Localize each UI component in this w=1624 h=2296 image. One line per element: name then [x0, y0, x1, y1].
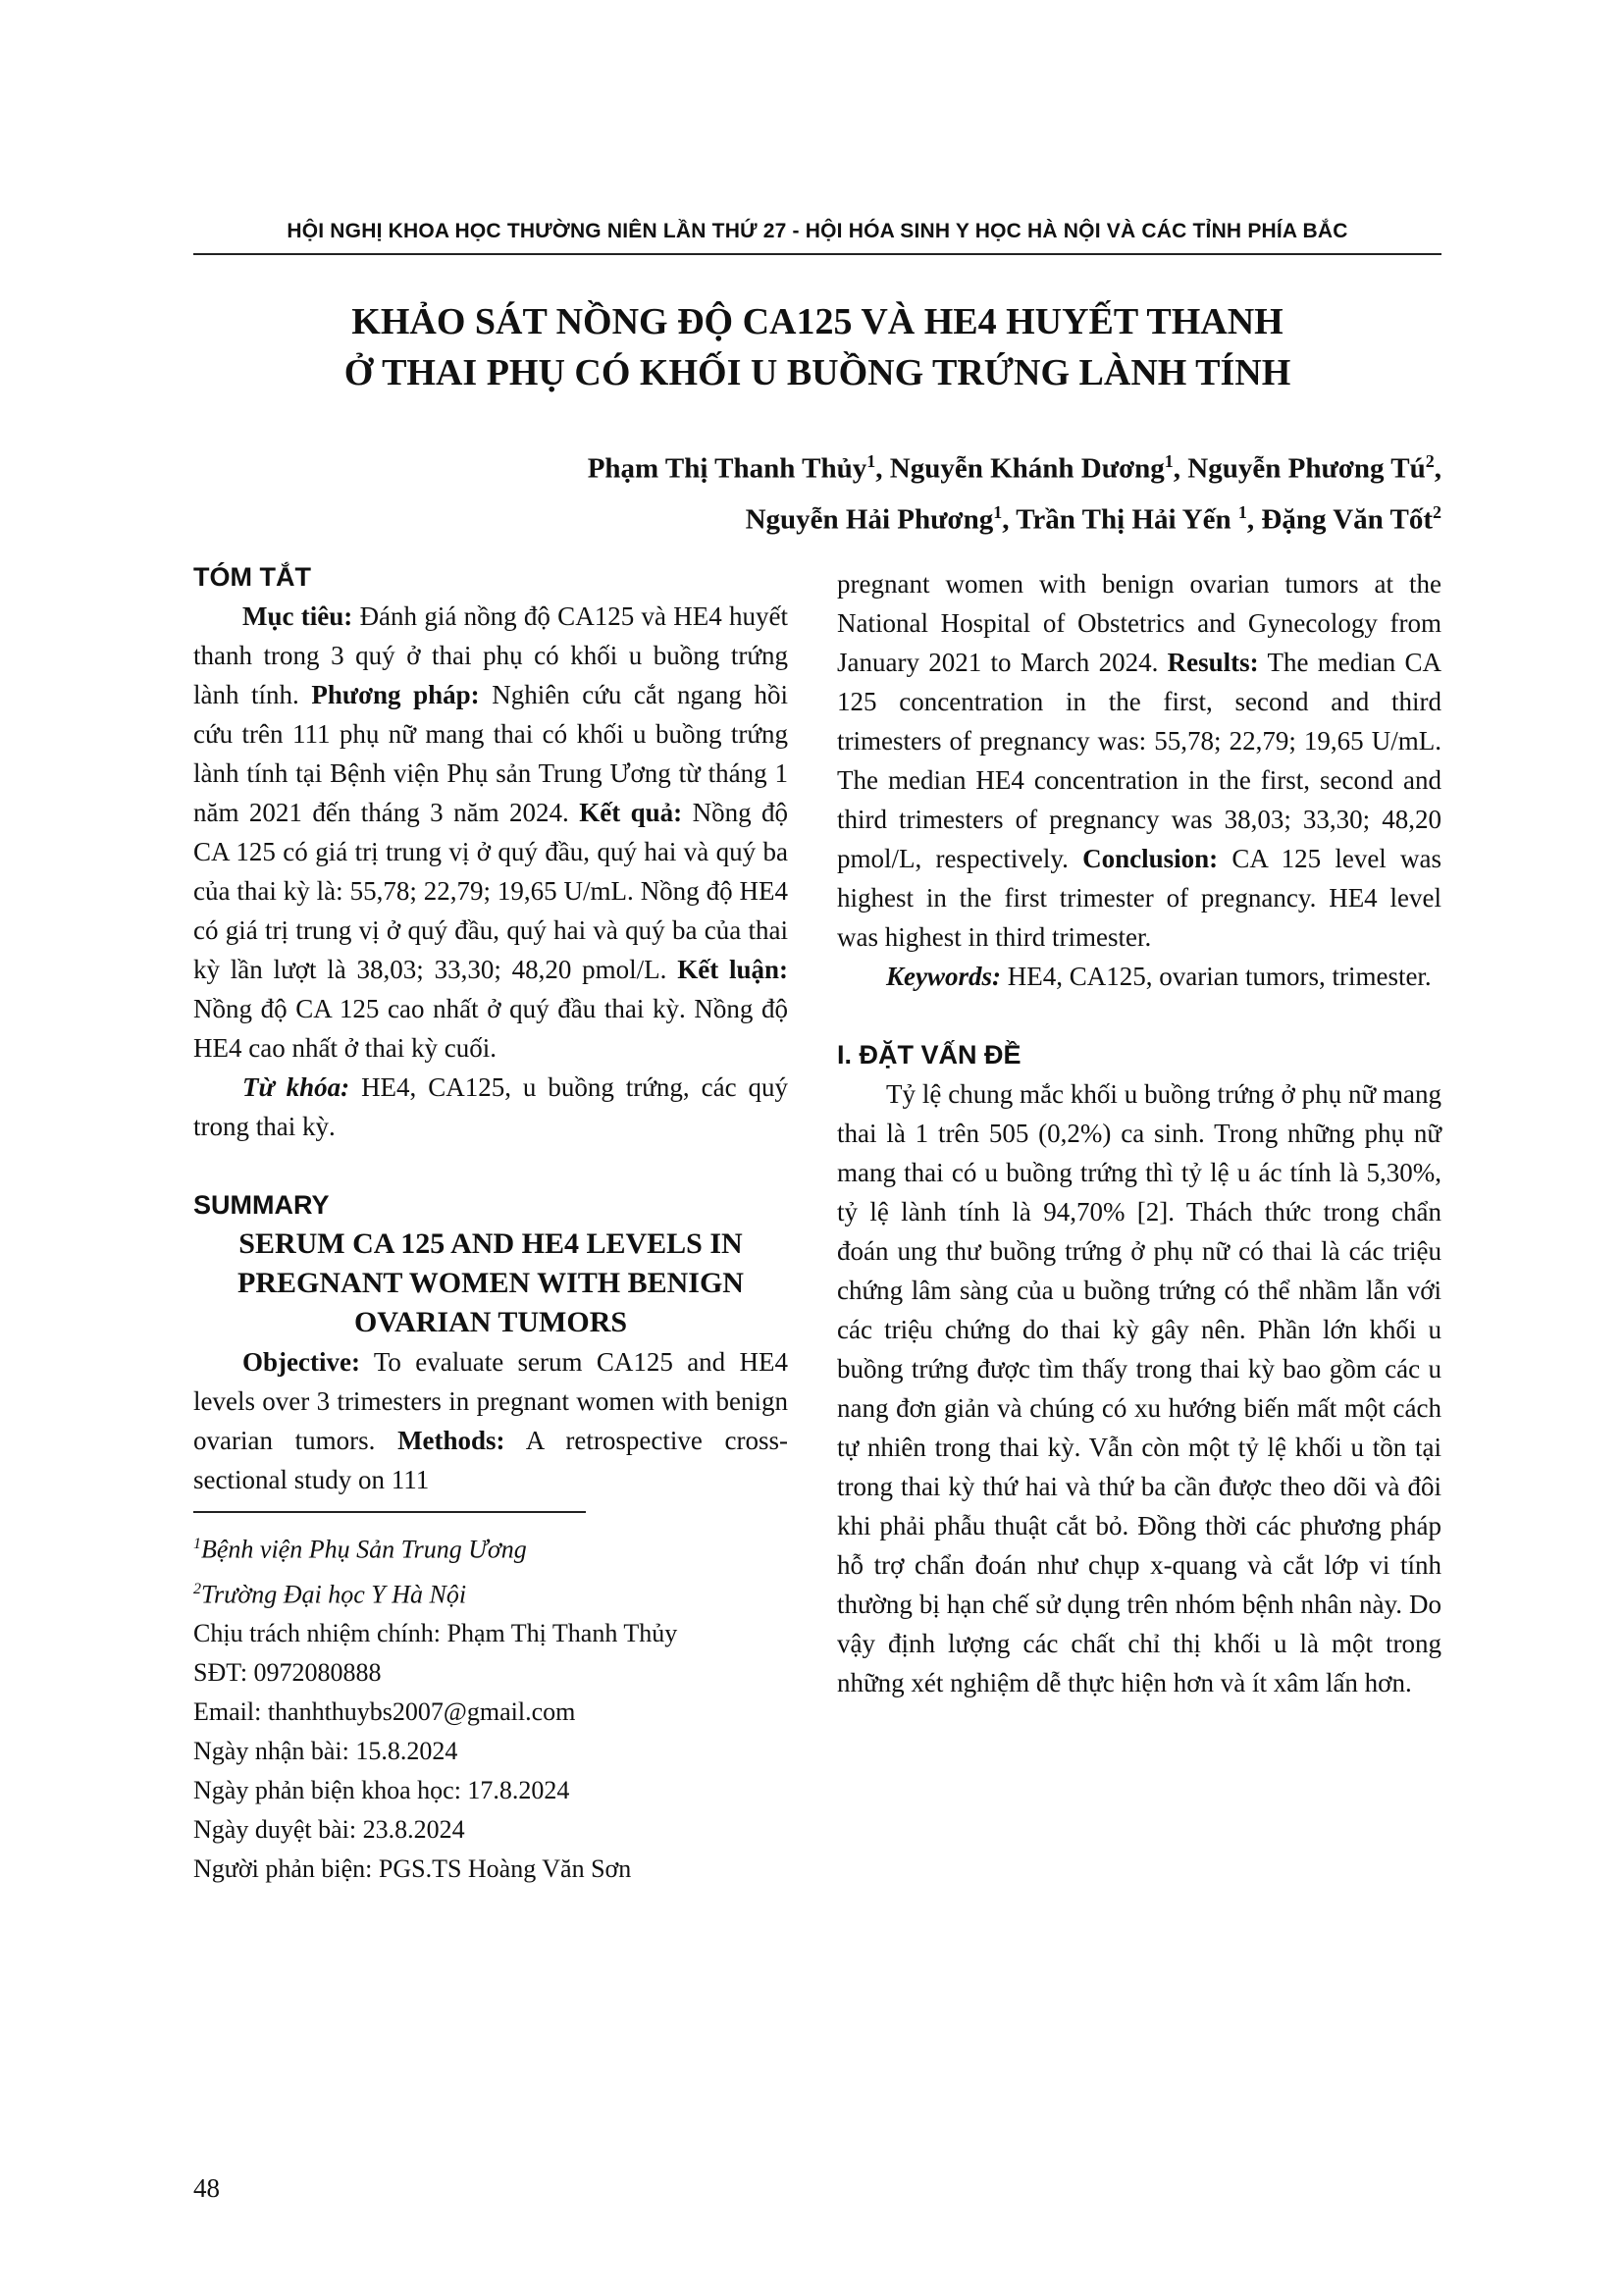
affiliation-1-mark: 1 — [193, 1536, 201, 1552]
affiliation-2 — [193, 1570, 788, 1615]
running-header: HỘI NGHỊ KHOA HỌC THƯỜNG NIÊN LẦN THỨ 27 - HỘI HÓA SINH Y HỌC HÀ NỘI VÀ CÁC TỈNH PHÍA BẮC — [287, 220, 1348, 242]
abstract-en-body-cont — [837, 564, 1441, 957]
section-1-heading: I. ĐẶT VẤN ĐỀ — [837, 1040, 1022, 1070]
author-line-1: Phạm Thị Thanh Thủy$^1$, Nguyễn Khánh Dương$^1$, Nguyễn Phương $Tú^2$, — [587, 451, 1441, 485]
conclusion-label-vi: Kết luận: — [677, 955, 788, 984]
author-name: Nguyễn Hải Phương — [745, 503, 994, 536]
keywords-en — [837, 957, 1441, 996]
footnote-rule — [193, 1511, 586, 1513]
methods-label-en: Methods: — [397, 1426, 505, 1455]
abstract-en-body-start — [193, 1342, 788, 1499]
author-affiliation-mark: 1 — [1164, 451, 1174, 471]
abstract-vi-heading: TÓM TẮT — [193, 562, 311, 592]
section-1-paragraph: Tỷ lệ chung mắc khối u buồng trứng ở phụ nữ mang thai là 1 trên 505 (0,2%) ca sinh. Trong những phụ nữ mang thai có u buồng trứng thì tỷ lệ u ác tính là 5,30%, tỷ lệ lành tính là 94,70% [2]. Thách thức trong chẩn đoán ung thư buồng trứng ở phụ nữ có thai là các triệu chứng lâm sàng của u buồng trứng có thể nhầm lẫn với các triệu chứng do thai kỳ gây nên. Phần lớn khối u buồng trứng được tìm thấy trong thai kỳ bao gồm các u nang đơn giản và chúng có xu hướng biến mất một cách tự nhiên trong thai kỳ. Vẫn còn một tỷ lệ khối u tồn tại trong thai kỳ thứ hai và thứ ba cần được theo dõi và đôi khi phải phẫu thuật cắt bỏ. Đồng thời các phương pháp hỗ trợ chẩn đoán như chụp x-quang và cắt lớp vi tính thường bị hạn chế sử dụng trên nhóm bệnh nhân này. Do vậy định lượng các chất chỉ thị khối u là một trong những xét nghiệm dễ thực hiện hơn và ít xâm lấn hơn. — [837, 1079, 1441, 1697]
abstract-vi-body — [193, 597, 788, 1068]
methods-text-en-cont: pregnant women with benign ovarian tumors at the National Hospital of Obstetrics and Gynecology from January 2021 to March 2024. — [837, 569, 1441, 677]
author-name: Nguyễn Phương Tú — [1187, 452, 1426, 485]
author-affiliation-mark: 1 — [1237, 501, 1247, 522]
accepted-date: Ngày duyệt bài: 23.8.2024 — [193, 1815, 465, 1845]
header-rule — [193, 253, 1441, 255]
paper-title-line-1: KHẢO SÁT NỒNG ĐỘ CA125 VÀ HE4 HUYẾT THANH — [351, 301, 1283, 342]
affiliation-1 — [193, 1525, 788, 1570]
paper-title — [193, 296, 1441, 398]
corresponding-author: Chịu trách nhiệm chính: Phạm Thị Thanh Thủy — [193, 1619, 678, 1648]
author-affiliation-mark: 1 — [866, 451, 876, 471]
author-list — [362, 440, 1441, 541]
conclusion-text-vi: Nồng độ CA 125 cao nhất ở quý đầu thai kỳ. Nồng độ HE4 cao nhất ở thai kỳ cuối. — [193, 994, 788, 1063]
conclusion-label-en: Conclusion: — [1082, 844, 1219, 873]
page-number: 48 — [193, 2173, 220, 2203]
paper-title-line-2: Ở THAI PHỤ CÓ KHỐI U BUỒNG TRỨNG LÀNH TÍNH — [343, 352, 1291, 393]
objective-label-vi: Mục tiêu: — [242, 601, 353, 631]
results-label-en: Results: — [1167, 648, 1259, 677]
objective-label-en: Objective: — [242, 1347, 360, 1377]
keywords-vi — [193, 1068, 788, 1146]
methods-text-en: A retrospective cross-sectional study on 111 — [193, 1426, 789, 1494]
author-name: Phạm Thị Thanh Thủy — [587, 452, 867, 485]
author-line-2: Nguyễn Hải Phương$^1$, Trần Thị Hải Yến $^1$, Đặng Văn Tốt$^2$ — [745, 501, 1441, 536]
objective-text-en: To evaluate serum CA125 and HE4 levels over 3 trimesters in pregnant women with benign ovarian tumors. — [193, 1347, 789, 1455]
author-affiliation-mark: 1 — [993, 501, 1003, 522]
methods-label-vi: Phương pháp: — [311, 680, 480, 709]
author-affiliation-mark: 2 — [1433, 501, 1441, 522]
results-label-vi: Kết quả: — [579, 798, 683, 827]
results-text-en: The median CA 125 concentration in the first, second and third trimesters of pregnancy was: 55,78; 22,79; 19,65 U/mL. The median HE4 concentration in the first, second and third trimesters of pregnancy was 38,03; 33,30; 48,20 pmol/L, respectively. — [837, 648, 1442, 873]
affiliation-2-text: Trường Đại học Y Hà Nội — [201, 1580, 467, 1609]
left-column — [193, 557, 788, 1889]
affiliation-2-mark: 2 — [193, 1580, 201, 1597]
right-column — [837, 564, 1441, 1702]
english-title-line-1: SERUM CA 125 AND HE4 LEVELS IN — [238, 1227, 743, 1260]
keywords-label-vi: Từ khóa: — [242, 1072, 350, 1102]
english-title-line-3: OVARIAN TUMORS — [353, 1306, 628, 1338]
received-date: Ngày nhận bài: 15.8.2024 — [193, 1737, 458, 1766]
conclusion-text-en: CA 125 level was highest in the first trimester of pregnancy. HE4 level was highest in third trimester. — [837, 844, 1442, 952]
keywords-label-en: Keywords: — [886, 962, 1001, 991]
affiliation-1-text: Bệnh viện Phụ Sản Trung Ương — [201, 1535, 527, 1564]
author-name: Nguyễn Khánh Dương — [889, 452, 1165, 485]
author-name: Trần Thị Hải Yến — [1016, 503, 1231, 536]
english-title-line-2: PREGNANT WOMEN WITH BENIGN — [237, 1267, 744, 1299]
keywords-text-en: HE4, CA125, ovarian tumors, trimester. — [1007, 962, 1432, 991]
review-date: Ngày phản biện khoa học: 17.8.2024 — [193, 1776, 570, 1805]
abstract-en-heading: SUMMARY — [193, 1190, 330, 1220]
results-text-vi: Nồng độ CA 125 có giá trị trung vị ở quý đầu, quý hai và quý ba của thai kỳ là: 55,78; 22,79; 19,65 U/mL. Nồng độ HE4 có giá trị trung vị ở quý đầu, quý hai và quý ba của thai kỳ lần lượt là 38,03; 33,30; 48,20 pmol/L. — [193, 798, 789, 984]
keywords-text-vi: HE4, CA125, u buồng trứng, các quý trong thai kỳ. — [193, 1072, 789, 1141]
phone-number: SĐT: 0972080888 — [193, 1658, 382, 1688]
methods-text-vi: Nghiên cứu cắt ngang hồi cứu trên 111 phụ nữ mang thai có khối u buồng trứng lành tính tại Bệnh viện Phụ sản Trung Ương từ tháng 1 năm 2021 đến tháng 3 năm 2024. — [193, 680, 788, 827]
objective-text-vi: Đánh giá nồng độ CA125 và HE4 huyết thanh trong 3 quý ở thai phụ có khối u buồng trứng lành tính. — [193, 601, 789, 709]
author-affiliation-mark: 2 — [1425, 451, 1435, 471]
reviewer: Người phản biện: PGS.TS Hoàng Văn Sơn — [193, 1854, 632, 1884]
email-address: Email: thanhthuybs2007@gmail.com — [193, 1697, 576, 1727]
author-name: Đặng Văn Tốt — [1261, 503, 1433, 536]
